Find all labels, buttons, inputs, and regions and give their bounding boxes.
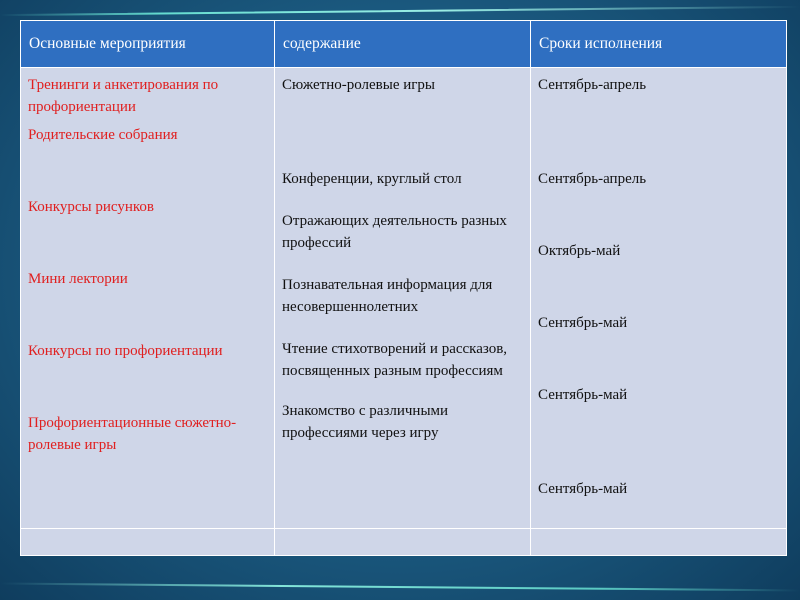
content-item: Чтение стихотворений и рассказов, посвященных разным профессиям	[282, 341, 508, 379]
activity-item: Мини лектории	[28, 271, 128, 287]
content-item: Познавательная информация для несовершеннолетних	[282, 277, 493, 315]
empty-cell	[275, 529, 531, 556]
deadline-item: Сентябрь-апрель	[538, 171, 647, 187]
decorative-bottom-line	[0, 583, 800, 592]
content-cell	[275, 68, 531, 529]
header-deadlines: Сроки исполнения	[531, 21, 787, 68]
decorative-top-line	[0, 6, 800, 16]
activity-item: Конкурсы по профориентации	[28, 343, 223, 359]
activity-item: Профориентационные сюжетно-ролевые игры	[28, 415, 237, 453]
deadline-item: Сентябрь-май	[538, 481, 628, 497]
deadline-item: Октябрь-май	[538, 243, 621, 259]
table-row-empty	[21, 529, 787, 556]
activity-item: Родительские собрания	[28, 127, 178, 143]
content-item: Сюжетно-ролевые игры	[282, 77, 436, 93]
header-content: содержание	[275, 21, 531, 68]
activities-cell	[21, 68, 275, 529]
table-row	[21, 68, 787, 529]
career-guidance-plan-table	[20, 20, 787, 556]
header-activities: Основные мероприятия	[21, 21, 275, 68]
deadline-item: Сентябрь-апрель	[538, 77, 647, 93]
content-item: Отражающих деятельность разных профессий	[282, 213, 507, 251]
empty-cell	[21, 529, 275, 556]
deadlines-cell	[531, 68, 787, 529]
table-header-row	[21, 21, 787, 68]
empty-cell	[531, 529, 787, 556]
activity-item: Тренинги и анкетирования по профориентации	[28, 77, 219, 115]
deadline-item: Сентябрь-май	[538, 315, 628, 331]
content-item: Знакомство с различными профессиями через игру	[282, 403, 449, 441]
deadline-item: Сентябрь-май	[538, 387, 628, 403]
activity-item: Конкурсы рисунков	[28, 199, 154, 215]
content-item: Конференции, круглый стол	[282, 171, 462, 187]
